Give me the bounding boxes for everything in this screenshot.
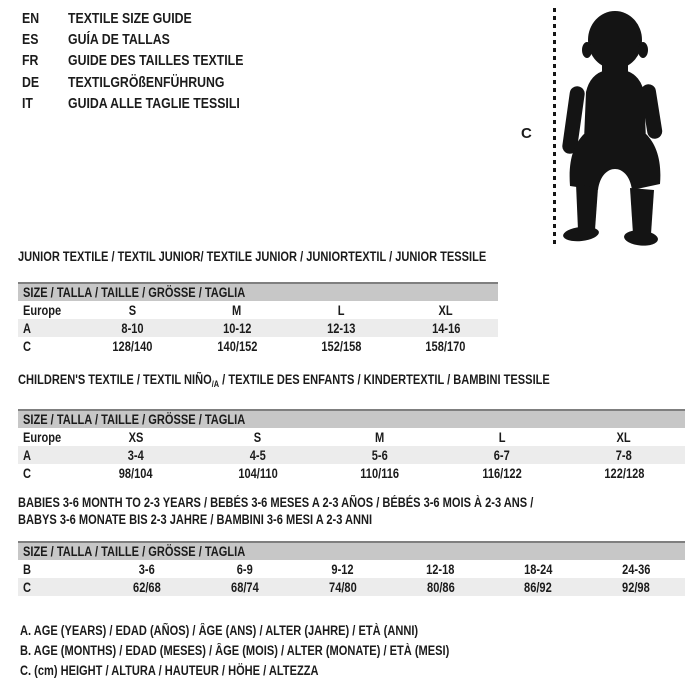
cell-value: 24-36: [621, 561, 651, 577]
row-label: C: [23, 338, 31, 354]
language-list: [22, 8, 282, 114]
table-row: [18, 446, 685, 464]
cell-value: 74/80: [294, 578, 392, 596]
cell-value: 12-18: [426, 561, 455, 577]
cell-value: 3-4: [75, 446, 197, 464]
language-label: TEXTILGRÖßENFÜHRUNG: [68, 73, 225, 91]
footnotes: [20, 620, 543, 680]
row-label: C: [23, 465, 31, 481]
footnote-b: B. AGE (MONTHS) / EDAD (MESES) / ÂGE (MOIS) / ALTER (MONATE) / ETÀ (MESI): [20, 642, 450, 658]
cell-value: 4-5: [197, 446, 319, 464]
cell-value: L: [337, 302, 345, 318]
cell-value: 92/98: [587, 578, 685, 596]
cell-value: 62/68: [98, 578, 196, 596]
row-label: A: [18, 446, 75, 464]
cell-value: XL: [438, 302, 453, 318]
section-title: BABIES 3-6 MONTH TO 2-3 YEARS / BEBÉS 3-6 MESES A 2-3 AÑOS / BÉBÉS 3-6 MOIS À 2-3 ANS / BABYS 3-6 MONATE BIS 2-3 JAHRE / BAMBINI 3-6 MESI A 2-3 ANNI: [18, 495, 534, 527]
children-size-table: [18, 409, 685, 482]
row-label: A: [18, 319, 80, 337]
cell-value: S: [254, 429, 262, 445]
cell-value: 68/74: [196, 578, 294, 596]
cell-value: 12-13: [289, 319, 393, 337]
section-childrens-textile: [18, 372, 685, 482]
language-code: IT: [22, 94, 33, 112]
section-babies-textile: [18, 494, 685, 596]
cell-value: 98/104: [118, 465, 153, 481]
cell-value: 158/170: [425, 338, 466, 354]
table-row: [18, 337, 498, 355]
baby-silhouette-icon: [560, 8, 666, 248]
size-band-label: SIZE / TALLA / TAILLE / GRÖSSE / TAGLIA: [18, 542, 685, 560]
row-label: C: [18, 578, 98, 596]
cell-value: 104/110: [238, 465, 278, 481]
cell-value: 116/122: [482, 465, 522, 481]
cell-value: 7-8: [563, 446, 685, 464]
cell-value: 14-16: [394, 319, 498, 337]
cell-value: XL: [616, 429, 632, 445]
row-label: B: [23, 561, 31, 577]
size-band-row: [18, 410, 685, 428]
language-row-es: [22, 29, 282, 50]
cell-value: 86/92: [489, 578, 587, 596]
cell-value: 122/128: [603, 465, 644, 481]
cell-value: 128/140: [112, 338, 153, 354]
row-label: Europe: [23, 302, 62, 318]
size-band-row: [18, 542, 685, 560]
cell-value: XS: [128, 429, 144, 445]
size-band-label: SIZE / TALLA / TAILLE / GRÖSSE / TAGLIA: [18, 283, 498, 301]
size-band-label: SIZE / TALLA / TAILLE / GRÖSSE / TAGLIA: [18, 410, 685, 428]
language-label: GUIDE DES TAILLES TEXTILE: [68, 52, 244, 70]
height-measure-dashed-line: [553, 8, 556, 246]
cell-value: 3-6: [138, 561, 155, 577]
table-row: [18, 301, 498, 319]
row-label: Europe: [23, 429, 62, 445]
footnote-c: C. (cm) HEIGHT / ALTURA / HAUTEUR / HÖHE / ALTEZZA: [20, 662, 319, 678]
cell-value: 10-12: [185, 319, 289, 337]
cell-value: 6-7: [441, 446, 563, 464]
language-row-en: [22, 8, 282, 29]
table-row: [18, 578, 685, 596]
cell-value: M: [232, 302, 242, 318]
babies-size-table: [18, 541, 685, 596]
section-title: CHILDREN'S TEXTILE / TEXTIL $NIÑO_{/A}$ / TEXTILE DES ENFANTS / KINDERTEXTIL / BAMBINI TESSILE: [18, 372, 550, 389]
section-title: JUNIOR TEXTILE / TEXTIL JUNIOR/ TEXTILE JUNIOR / JUNIORTEXTIL / JUNIOR TESSILE: [18, 249, 487, 264]
language-row-it: [22, 93, 282, 114]
footnote-a: A. AGE (YEARS) / EDAD (AÑOS) / ÂGE (ANS) / ALTER (JAHRE) / ETÀ (ANNI): [20, 622, 419, 638]
language-row-fr: [22, 50, 282, 71]
cell-value: 9-12: [331, 561, 354, 577]
cell-value: 140/152: [216, 338, 257, 354]
cell-value: 152/158: [321, 338, 362, 354]
table-row: [18, 464, 685, 482]
cell-value: 80/86: [392, 578, 490, 596]
cell-value: M: [375, 429, 385, 445]
language-code: EN: [22, 10, 40, 28]
language-label: GUIDA ALLE TAGLIE TESSILI: [68, 94, 240, 112]
language-row-de: [22, 72, 282, 93]
cell-value: 8-10: [80, 319, 184, 337]
section-junior-textile: [18, 249, 498, 355]
cell-value: 110/116: [360, 465, 400, 481]
cell-value: L: [498, 429, 506, 445]
language-label: TEXTILE SIZE GUIDE: [68, 10, 192, 28]
language-label: GUÍA DE TALLAS: [68, 31, 170, 49]
cell-value: 18-24: [524, 561, 553, 577]
junior-size-table: [18, 282, 498, 355]
language-code: FR: [22, 52, 39, 70]
language-code: DE: [22, 73, 40, 91]
table-row: [18, 319, 498, 337]
language-code: ES: [22, 31, 39, 49]
table-row: [18, 428, 685, 446]
cell-value: 5-6: [319, 446, 441, 464]
size-band-row: [18, 283, 498, 301]
cell-value: 6-9: [236, 561, 253, 577]
height-measure-label: C: [521, 125, 532, 142]
cell-value: S: [128, 302, 137, 318]
table-row: [18, 560, 685, 578]
